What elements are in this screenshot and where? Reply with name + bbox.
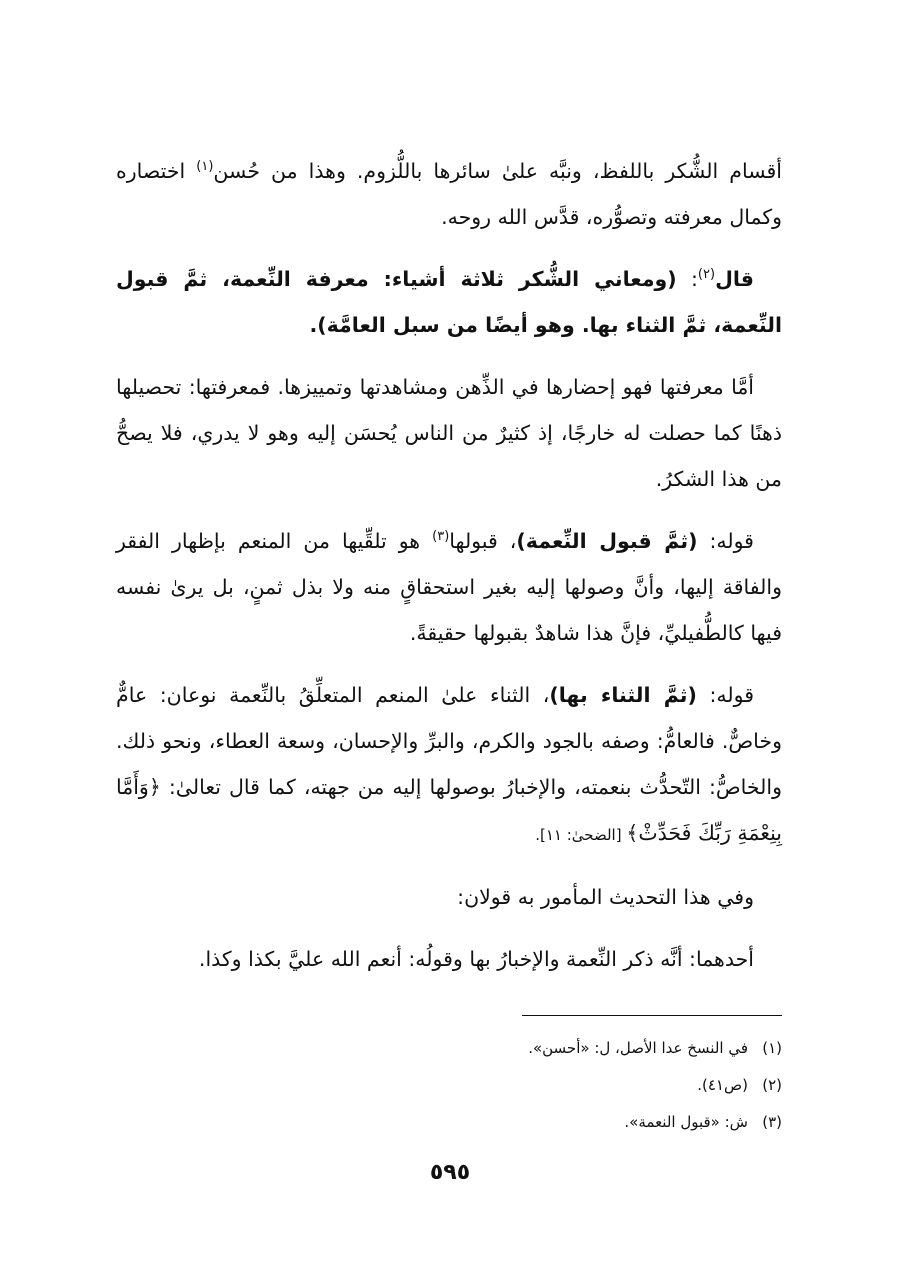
footnote-ref-3[interactable]: (٣) bbox=[432, 529, 450, 545]
main-text bbox=[116, 148, 782, 998]
paragraph-5-quote: (ثمَّ الثناء بها) bbox=[549, 683, 697, 707]
paragraph-6: وفي هذا التحديث المأمور به قولان: bbox=[457, 885, 754, 909]
footnote-text: (ص٤١). bbox=[697, 1076, 748, 1094]
footnote-3 bbox=[282, 1104, 782, 1141]
paragraph-5-rest: ، الثناء علىٰ المنعم المتعلِّقُ بالنِّعمة نوعان: عامٌّ وخاصٌّ. فالعامُّ: وصفه بالجود والكرم، والبرِّ والإحسان، وسعة العطاء، ونحو ذلك. والخاصُّ: التّحدُّث بنعمته، والإخبارُ بوصولها إليه من جهته، كما قال تعالىٰ: bbox=[116, 683, 782, 799]
footnote-1 bbox=[282, 1030, 782, 1067]
paragraph-2-quote: (ومعاني الشُّكر ثلاثة أشياء: معرفة النِّعمة، ثمَّ قبول النِّعمة، ثمَّ الثناء بها. وهو أيضًا من سبل العامَّة). bbox=[116, 267, 782, 337]
footnote-number: (٢) bbox=[762, 1076, 782, 1094]
footnote-2 bbox=[282, 1067, 782, 1104]
paragraph-4-intro: قوله: bbox=[697, 529, 754, 553]
footnote-number: (٣) bbox=[762, 1113, 782, 1131]
footnote-text: ش: «قبول النعمة». bbox=[624, 1113, 748, 1131]
paragraph-1-rest: اختصاره وكمال معرفته وتصوُّره، قدَّس الله روحه. bbox=[116, 159, 782, 229]
paragraph-1 bbox=[116, 148, 782, 240]
page-number: ٥٩٥ bbox=[429, 1160, 471, 1185]
paragraph-4-mid: ، قبولها bbox=[449, 529, 517, 553]
paragraph-5 bbox=[116, 672, 782, 858]
paragraph-2-label: قال bbox=[715, 267, 754, 291]
paragraph-4-rest: هو تلقِّيها من المنعم بإظهار الفقر والفاقة إليها، وأنَّ وصولها إليه بغير استحقاقٍ منه ولا بذل ثمنٍ، بل يرىٰ نفسه فيها كالطُّفيليِّ، فإنَّ هذا شاهدٌ بقبولها حقيقةً. bbox=[116, 529, 782, 645]
footnote-divider bbox=[522, 1015, 782, 1016]
paragraph-4 bbox=[116, 518, 782, 656]
paragraph-2 bbox=[116, 256, 782, 348]
paragraph-7: أحدهما: أنَّه ذكر النِّعمة والإخبارُ بها وقولُه: أنعم الله عليَّ بكذا وكذا. bbox=[198, 947, 754, 971]
paragraph-2-colon: : bbox=[676, 267, 698, 291]
verse-reference: [الضحىٰ: ١١]. bbox=[535, 826, 627, 844]
paragraph-4-quote: (ثمَّ قبول النِّعمة) bbox=[516, 529, 698, 553]
paragraph-5-intro: قوله: bbox=[696, 683, 754, 707]
footnote-ref-1[interactable]: (١) bbox=[196, 159, 214, 175]
footnote-number: (١) bbox=[762, 1039, 782, 1057]
footnote-text: في النسخ عدا الأصل، ل: «أحسن». bbox=[528, 1039, 748, 1057]
paragraph-3: أمَّا معرفتها فهو إحضارها في الذِّهن ومشاهدتها وتمييزها. فمعرفتها: تحصيلها ذهنًا كما حصلت له خارجًا، إذ كثيرٌ من الناس يُحسَن إليه وهو لا يدري، فلا يصحُّ من هذا الشكرُ. bbox=[116, 375, 782, 491]
paragraph-1-text: أقسام الشُّكر باللفظ، ونبَّه علىٰ سائرها باللُّزوم. وهذا من حُسن bbox=[213, 159, 782, 183]
footnotes bbox=[282, 1030, 782, 1141]
quran-verse: ﴿وَأَمَّا بِنِعْمَةِ رَبِّكَ فَحَدِّثْ﴾ bbox=[116, 775, 782, 845]
footnote-ref-2[interactable]: (٢) bbox=[697, 267, 716, 283]
